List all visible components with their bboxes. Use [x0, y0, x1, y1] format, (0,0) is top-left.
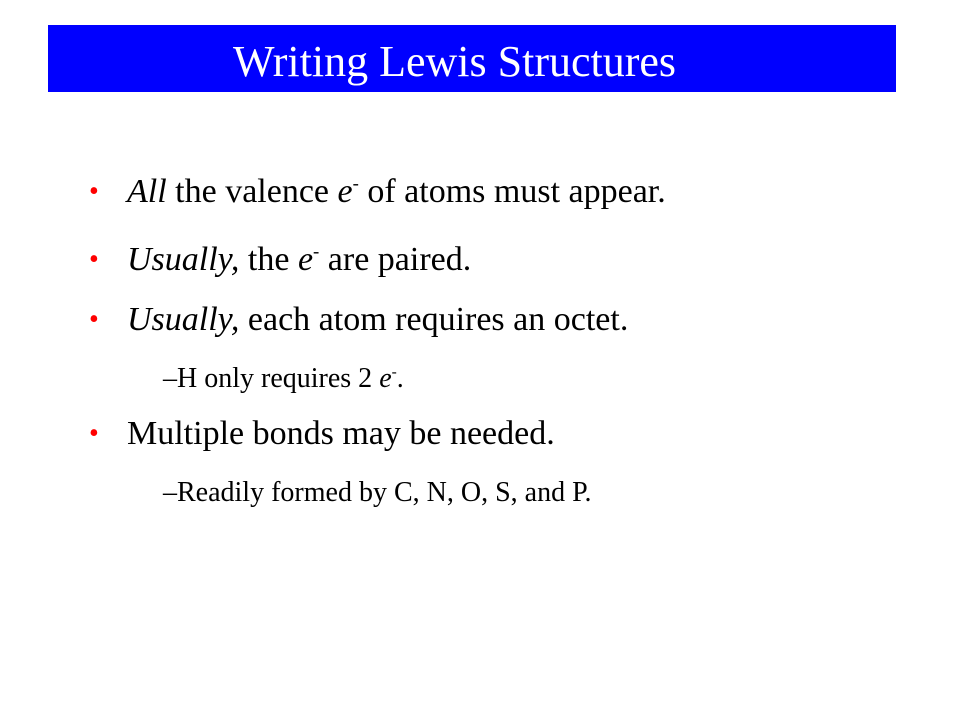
item-text: of atoms must appear.	[358, 173, 666, 210]
dash-marker: –	[163, 363, 177, 394]
superscript: -	[352, 173, 359, 195]
bullet-item	[127, 172, 666, 212]
superscript: -	[391, 363, 397, 381]
sub-bullet-item	[163, 362, 404, 396]
electron-symbol: e	[337, 173, 353, 210]
item-text: .	[396, 363, 404, 394]
sub-bullet-item	[163, 476, 592, 510]
electron-symbol: e	[379, 363, 392, 394]
item-text: H only requires 2	[177, 363, 380, 394]
bullet-item	[127, 240, 471, 280]
item-text: the valence	[166, 173, 338, 210]
bullet-icon: •	[89, 304, 99, 335]
item-text: Readily formed by C, N, O, S, and P.	[177, 477, 592, 508]
bullet-icon: •	[89, 244, 99, 275]
dash-marker: –	[163, 477, 177, 508]
item-text: the	[239, 241, 298, 278]
superscript: -	[313, 241, 320, 263]
item-text: are paired.	[319, 241, 472, 278]
item-text: Multiple bonds may be needed.	[127, 415, 555, 452]
italic-lead: Usually,	[127, 301, 240, 338]
item-text: each atom requires an octet.	[239, 301, 629, 338]
electron-symbol: e	[297, 241, 314, 278]
bullet-item	[127, 300, 628, 340]
bullet-icon: •	[89, 176, 99, 207]
italic-lead: Usually,	[127, 241, 240, 278]
bullet-icon: •	[89, 418, 99, 449]
slide-title: Writing Lewis Structures	[233, 37, 677, 86]
bullet-item	[127, 414, 555, 454]
italic-lead: All	[127, 173, 167, 210]
